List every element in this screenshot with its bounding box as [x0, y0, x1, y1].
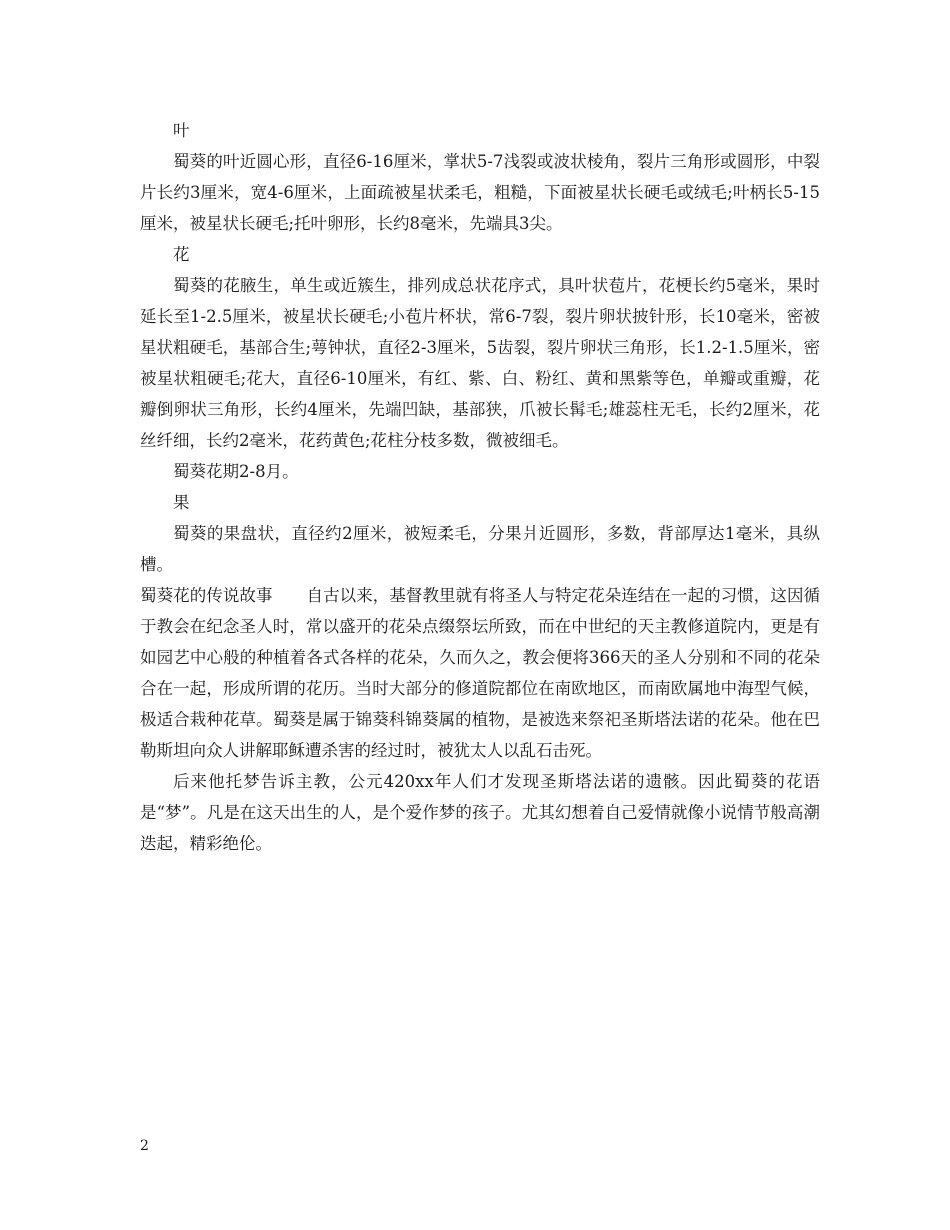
paragraph-legend	[140, 580, 820, 766]
page-number: 2	[140, 1138, 149, 1154]
paragraph-flower: 蜀葵的花腋生，单生或近簇生，排列成总状花序式，具叶状苞片，花梗长约5毫米，果时延长至1-2.5厘米，被星状长硬毛;小苞片杯状，常6-7裂，裂片卵状披针形，长10毫米，密被星状粗硬毛，基部合生;萼钟状，直径2-3厘米，5齿裂，裂片卵状三角形，长1.2-1.5厘米，密被星状粗硬毛;花大，直径6-10厘米，有红、紫、白、粉红、黄和黑紫等色，单瓣或重瓣，花瓣倒卵状三角形，长约4厘米，先端凹缺，基部狭，爪被长髯毛;雄蕊柱无毛，长约2厘米，花丝纤细，长约2毫米，花药黄色;花柱分枝多数，微被细毛。	[140, 276, 820, 450]
document-body	[140, 115, 820, 859]
section-heading-leaf: 叶	[173, 121, 190, 140]
section-heading-flower: 花	[173, 245, 190, 264]
paragraph-fruit: 蜀葵的果盘状，直径约2厘米，被短柔毛，分果爿近圆形，多数，背部厚达1毫米，具纵槽。	[140, 524, 820, 574]
paragraph-leaf: 蜀葵的叶近圆心形，直径6-16厘米，掌状5-7浅裂或波状棱角，裂片三角形或圆形，中裂片长约3厘米，宽4-6厘米，上面疏被星状柔毛，粗糙，下面被星状长硬毛或绒毛;叶柄长5-15厘米，被星状长硬毛;托叶卵形，长约8毫米，先端具3尖。	[140, 152, 820, 233]
legend-text: 自古以来，基督教里就有将圣人与特定花朵连结在一起的习惯，这因循于教会在纪念圣人时，常以盛开的花朵点缀祭坛所致，而在中世纪的天主教修道院内，更是有如园艺中心般的种植着各式各样的花朵，久而久之，教会便将366天的圣人分别和不同的花朵合在一起，形成所谓的花历。当时大部分的修道院都位在南欧地区，而南欧属地中海型气候，极适合栽种花草。蜀葵是属于锦葵科锦葵属的植物，是被选来祭祀圣斯塔法诺的花朵。他在巴勒斯坦向众人讲解耶稣遭杀害的经过时，被犹太人以乱石击死。	[140, 586, 821, 760]
section-heading-fruit: 果	[173, 493, 190, 512]
legend-title: 蜀葵花的传说故事	[140, 586, 273, 605]
paragraph-flowering-period: 蜀葵花期2-8月。	[173, 462, 299, 481]
paragraph-legend-continued: 后来他托梦告诉主教，公元420xx年人们才发现圣斯塔法诺的遗骸。因此蜀葵的花语是“梦”。凡是在这天出生的人，是个爱作梦的孩子。尤其幻想着自己爱情就像小说情节般高潮迭起，精彩绝伦。	[140, 772, 820, 853]
